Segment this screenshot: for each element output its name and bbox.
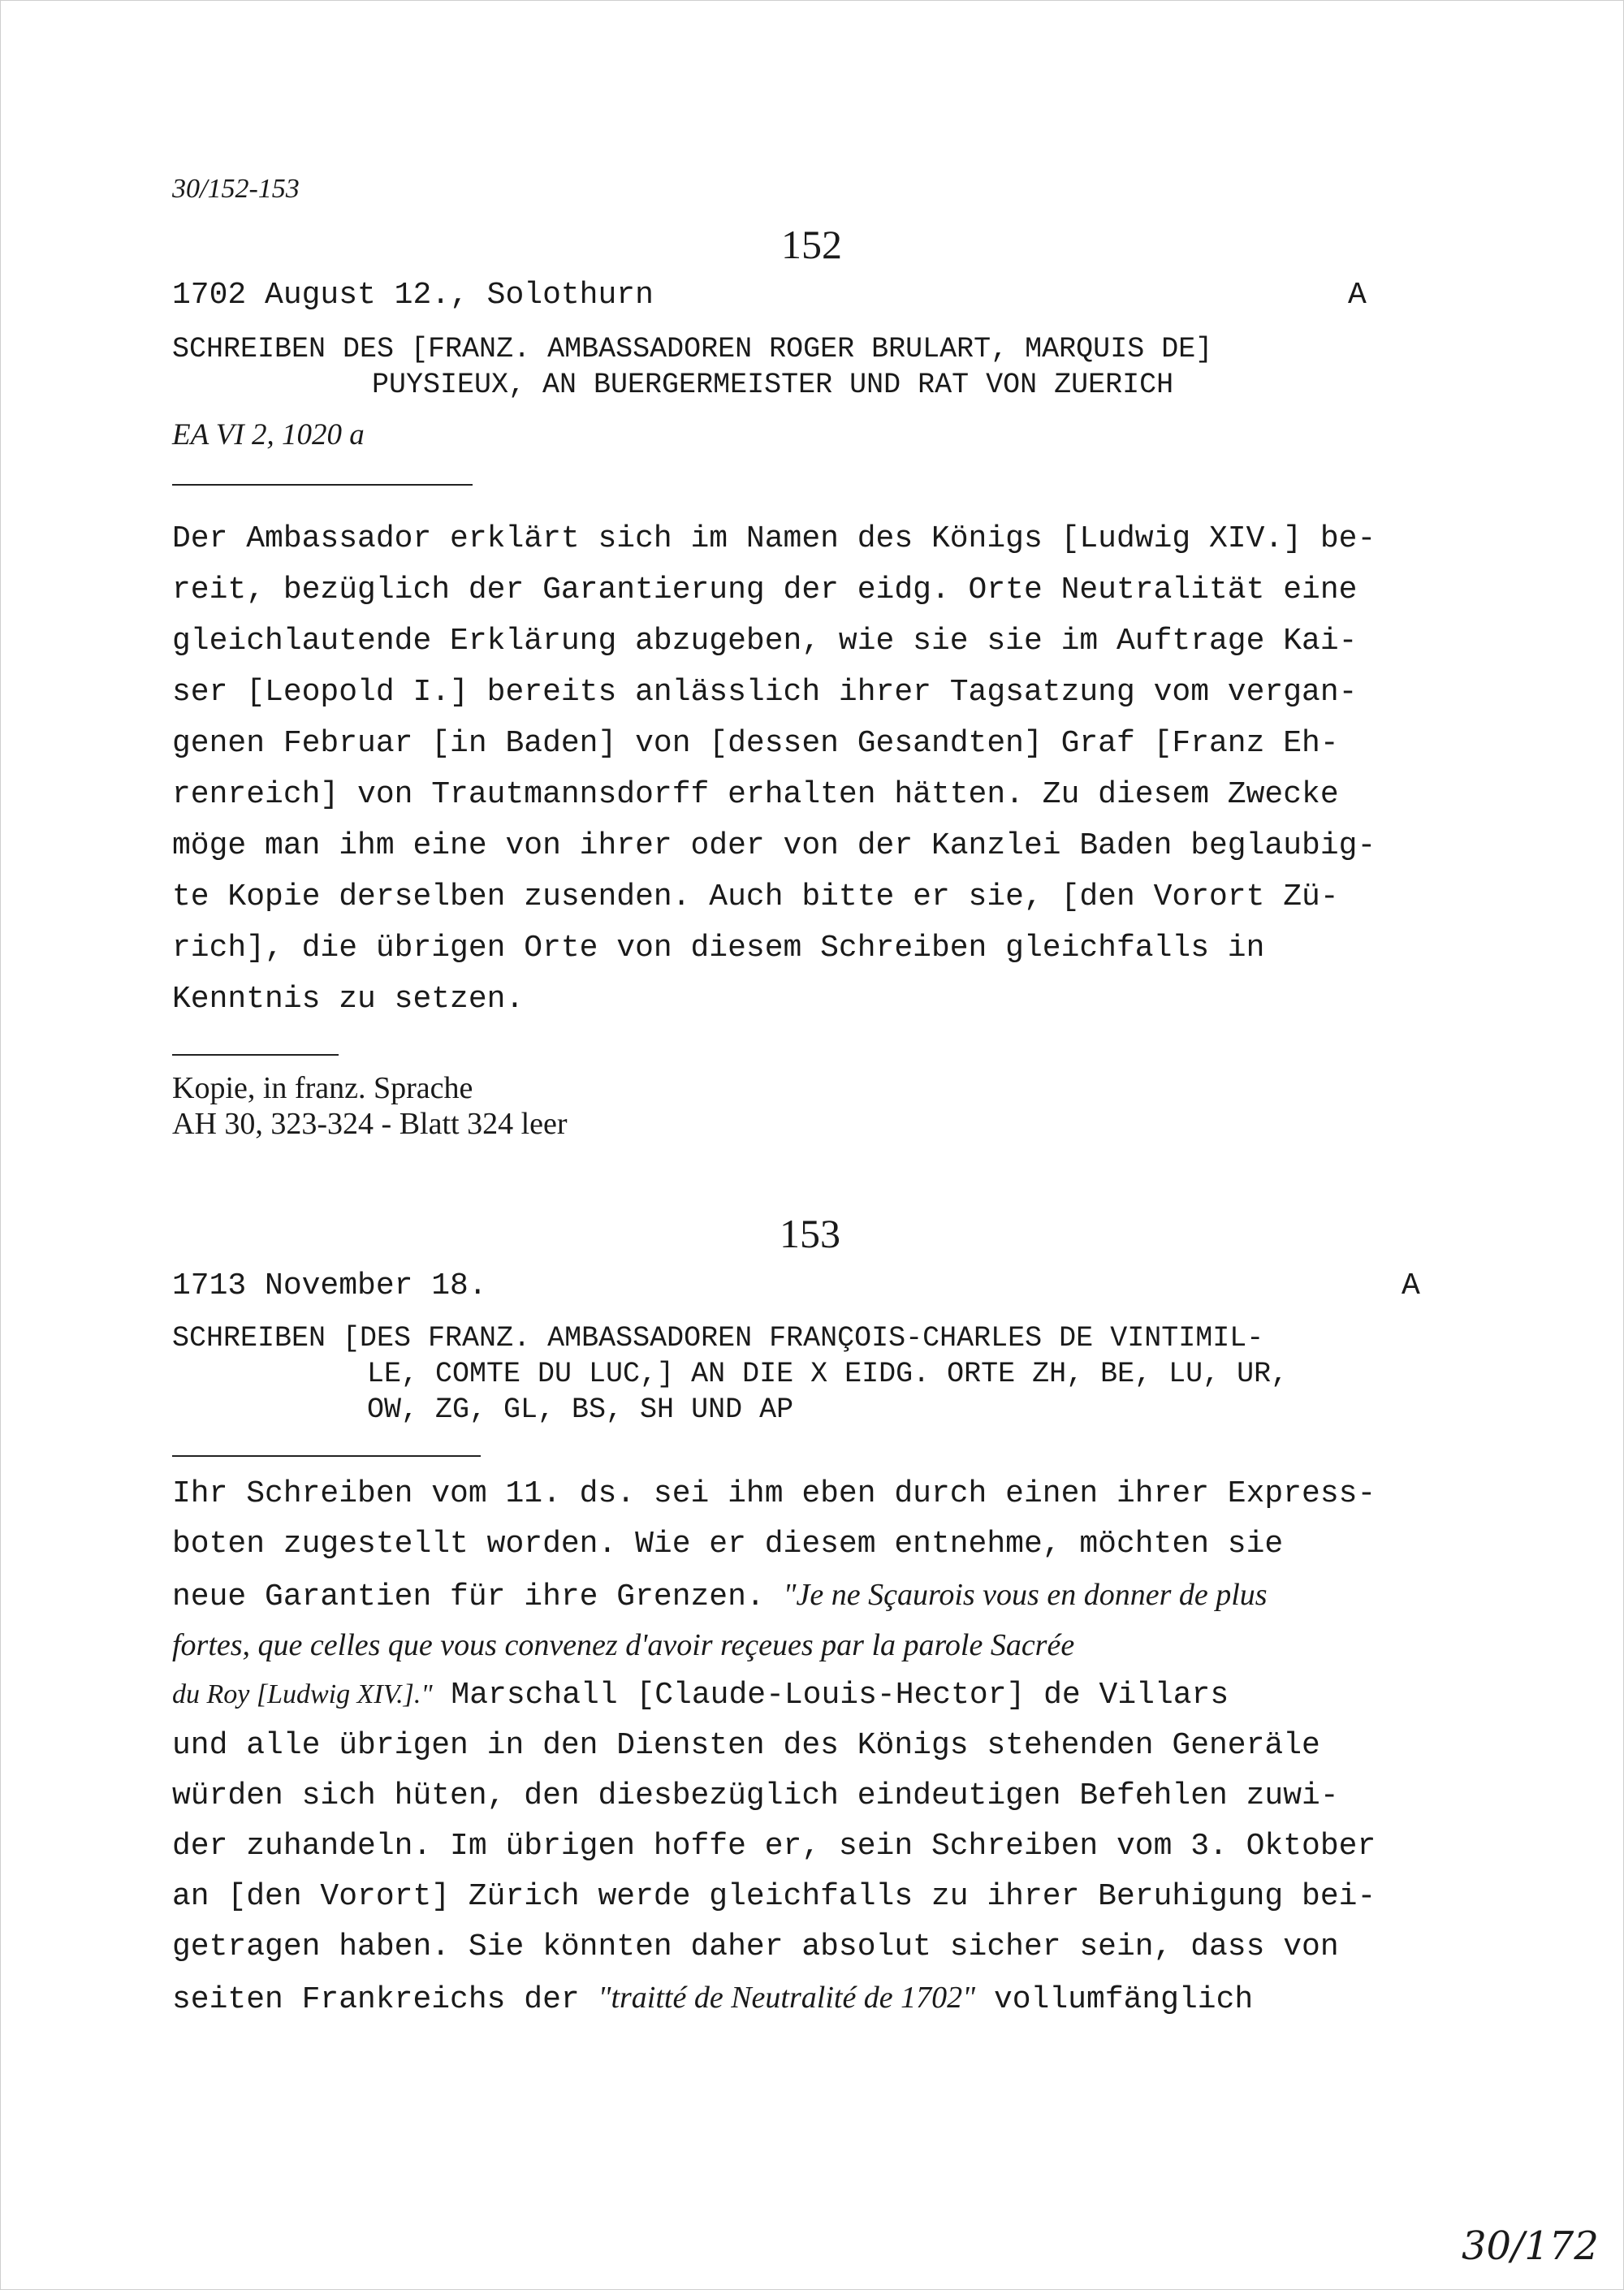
text-line: rich], die übrigen Orte von diesem Schreiben gleichfalls in — [172, 931, 1265, 966]
text-line: ser [Leopold I.] bereits anlässlich ihrer Tagsatzung vom vergan- — [172, 675, 1358, 710]
text-line — [172, 1577, 1268, 1614]
text-line: Ihr Schreiben vom 11. ds. sei ihm eben durch einen ihrer Express- — [172, 1476, 1376, 1511]
french-quote: "traitté de Neutralité de 1702" — [598, 1981, 976, 2015]
text-span: vollumfänglich — [975, 1982, 1254, 2017]
entry-152-date-place: 1702 August 12., Solothurn — [172, 278, 654, 313]
entry-153-date: 1713 November 18. — [172, 1268, 487, 1303]
handwritten-folio-mark: 30/172 — [1462, 2223, 1599, 2269]
text-line — [172, 1980, 1253, 2017]
french-quote: du Roy [Ludwig XIV.]." — [172, 1679, 433, 1709]
entry-number-153: 153 — [780, 1211, 840, 1256]
archive-reference: 30/152-153 — [172, 174, 300, 204]
text-line: renreich] von Trautmannsdorff erhalten hätten. Zu diesem Zwecke — [172, 777, 1339, 812]
entry-153-mark: A — [1402, 1268, 1420, 1303]
text-line — [172, 1678, 1229, 1713]
separator-rule — [172, 1455, 481, 1457]
entry-152-title-line2: PUYSIEUX, AN BUERGERMEISTER UND RAT VON ZUERICH — [372, 369, 1174, 401]
entry-152-reference: EA VI 2, 1020 a — [172, 418, 365, 452]
text-line: genen Februar [in Baden] von [dessen Gesandten] Graf [Franz Eh- — [172, 726, 1339, 761]
separator-rule — [172, 484, 473, 486]
text-line: und alle übrigen in den Diensten des Königs stehenden Generäle — [172, 1728, 1320, 1763]
entry-153-title-line3: OW, ZG, GL, BS, SH UND AP — [367, 1393, 794, 1426]
entry-152-note-line1: Kopie, in franz. Sprache — [172, 1071, 473, 1105]
text-span: seiten Frankreichs der — [172, 1982, 598, 2017]
entry-153-title-line1: SCHREIBEN [DES FRANZ. AMBASSADOREN FRANÇOIS-CHARLES DE VINTIMIL- — [172, 1322, 1264, 1355]
entry-152-title-line1: SCHREIBEN DES [FRANZ. AMBASSADOREN ROGER BRULART, MARQUIS DE] — [172, 333, 1213, 365]
entry-153-title-line2: LE, COMTE DU LUC,] AN DIE X EIDG. ORTE ZH, BE, LU, UR, — [367, 1358, 1289, 1390]
french-quote: fortes, que celles que vous convenez d'avoir reçeues par la parole Sacrée — [172, 1628, 1075, 1662]
text-line: boten zugestellt worden. Wie er diesem entnehme, möchten sie — [172, 1527, 1284, 1562]
text-line: Der Ambassador erklärt sich im Namen des Königs [Ludwig XIV.] be- — [172, 521, 1376, 556]
entry-152-mark: A — [1348, 278, 1367, 313]
text-line: gleichlautende Erklärung abzugeben, wie sie sie im Auftrage Kai- — [172, 624, 1358, 659]
text-line: möge man ihm eine von ihrer oder von der Kanzlei Baden beglaubig- — [172, 828, 1376, 863]
french-quote: "Je ne Sçaurois vous en donner de plus — [783, 1578, 1268, 1612]
text-line: würden sich hüten, den diesbezüglich eindeutigen Befehlen zuwi- — [172, 1778, 1339, 1813]
text-line: der zuhandeln. Im übrigen hoffe er, sein Schreiben vom 3. Oktober — [172, 1829, 1376, 1864]
text-line: reit, bezüglich der Garantierung der eidg. Orte Neutralität eine — [172, 572, 1358, 607]
text-span: neue Garantien für ihre Grenzen. — [172, 1579, 784, 1614]
entry-number-152: 152 — [781, 222, 842, 267]
text-line: an [den Vorort] Zürich werde gleichfalls zu ihrer Beruhigung bei- — [172, 1879, 1376, 1914]
entry-152-note-line2: AH 30, 323-324 - Blatt 324 leer — [172, 1107, 568, 1141]
separator-rule-short — [172, 1054, 339, 1056]
text-line: Kenntnis zu setzen. — [172, 982, 525, 1017]
text-line: te Kopie derselben zusenden. Auch bitte er sie, [den Vorort Zü- — [172, 879, 1339, 914]
text-line: getragen haben. Sie könnten daher absolut sicher sein, dass von — [172, 1929, 1339, 1964]
text-span: Marschall [Claude-Louis-Hector] de Villars — [432, 1678, 1229, 1713]
